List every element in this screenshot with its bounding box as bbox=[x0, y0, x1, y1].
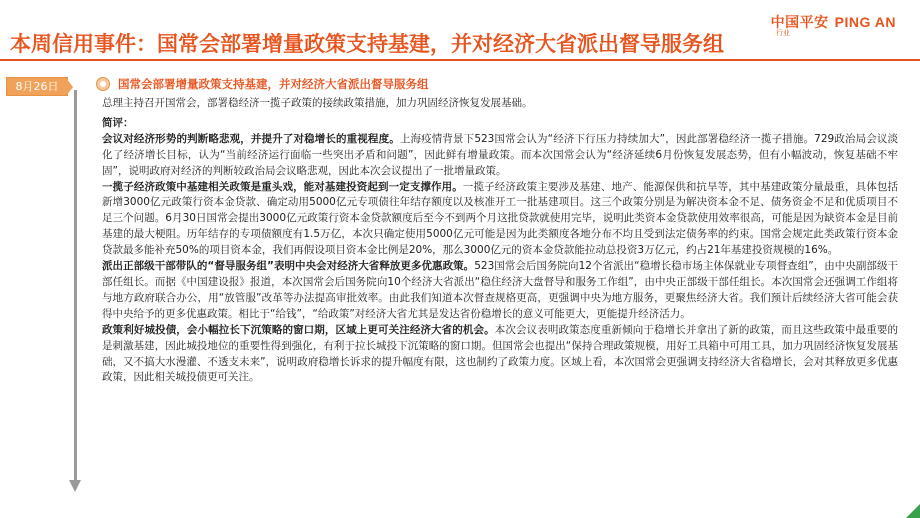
paragraph-body: 一揽子经济政策主要涉及基建、地产、能源保供和抗旱等，其中基建政策分量最重，具体包括新增3000亿元政策行资本金贷款、确定动用5000亿元专项债往年结存额度以及核准开工一批基建项目。这三个政策分别是为解决资本金不足、债务资金不足和优质项目不足三个问题。6月30日国常会提出3000亿元政策行资本金贷款额度后至今不到两个月这批贷款就使用完毕，说明此类资本金贷款使用效率很高，可能是因为缺资本金是目前基建的最大梗阻。历年结存的专项债额度有1.5万亿，本次只确定使用5000亿元可能是因为此类额度各地分布不均且受到法定债务率的约束。国常会规定此类政策行资本金贷款最多能补充50%的项目资本金，我们再假设项目资本金比例是20%，那么3000亿元的资本金贷款能拉动总投资3万亿元，约占21年基建投资规模的16%。 bbox=[102, 180, 898, 257]
timeline-line bbox=[74, 90, 77, 482]
comment-paragraph bbox=[102, 180, 898, 260]
paragraph-lead: 政策利好城投债，会小幅拉长下沉策略的窗口期，区域上更可关注经济大省的机会。 bbox=[102, 323, 495, 336]
date-tag: 8月26日 bbox=[6, 77, 68, 96]
page-title: 本周信用事件：国常会部署增量政策支持基建，并对经济大省派出督导服务组 bbox=[10, 31, 724, 56]
page-title-subscript: 行业 bbox=[776, 29, 790, 37]
date-tag-pointer-icon bbox=[66, 78, 73, 96]
event-content bbox=[102, 96, 898, 386]
event-summary: 总理主持召开国常会，部署稳经济一揽子政策的接续政策措施，加力巩固经济恢复发展基础。 bbox=[102, 97, 533, 109]
logo-en: PING AN bbox=[834, 14, 896, 30]
paragraph-body: 上海疫情背景下523国常会认为“经济下行压力持续加大”，因此部署稳经济一揽子措施。729政治局会议淡化了经济增长目标，认为“当前经济运行面临一些突出矛盾和问题”，因此鲜有增量政策。而本次国常会认为“经济延续6月份恢复发展态势，但有小幅波动，恢复基础不牢固”，说明政府对经济的判断较政治局会议略悲观，因此本次会议提出了一批增量政策。 bbox=[102, 132, 899, 177]
event-header bbox=[96, 75, 429, 93]
corner-decoration bbox=[906, 504, 920, 518]
comment-label: 简评： bbox=[102, 116, 134, 129]
logo-cn: 中国平安 bbox=[770, 14, 829, 30]
circle-bullet-icon bbox=[96, 77, 110, 91]
paragraph-lead: 一揽子经济政策中基建相关政策是重头戏，能对基建投资起到一定支撑作用。 bbox=[102, 180, 463, 193]
comment-paragraph bbox=[102, 323, 898, 387]
comment-paragraph bbox=[102, 259, 898, 323]
title-divider bbox=[0, 59, 920, 61]
comment-paragraph bbox=[102, 132, 898, 180]
paragraph-lead: 派出正部级干部带队的“督导服务组”表明中央会对经济大省释放更多优惠政策。 bbox=[102, 260, 475, 273]
timeline-arrow-icon bbox=[69, 480, 81, 492]
paragraph-lead: 会议对经济形势的判断略悲观，并提升了对稳增长的重视程度。 bbox=[102, 132, 400, 145]
event-title: 国常会部署增量政策支持基建，并对经济大省派出督导服务组 bbox=[118, 77, 429, 91]
paragraph-body: 523国常会后国务院向12个省派出“稳增长稳市场主体保就业专项督查组”，由中央副部级干部任组长。而据《中国建设报》报道，本次国常会后国务院向10个经济大省派出“稳住经济大盘督导和服务工作组”，由中央正部级干部任组长。本次国常会还强调工作组将与地方政府联合办公，用“放管服”改革等办法提高审批效率。由此我们知道本次督查规格更高，更强调中央为地方服务，更聚焦经济大省。我们预计后续经济大省可能会获得中央给予的更多优惠政策。相比于“给钱”，“给政策”对经济大省尤其是发达省份稳增长的意义可能更大，更能提升经济活力。 bbox=[102, 260, 898, 320]
paragraph-body: 本次会议表明政策态度重新倾向于稳增长并拿出了新的政策，而且这些政策中最重要的是刺激基建，因此城投地位的重要性得到强化，有利于拉长城投下沉策略的窗口期。但国常会也提出“保持合理政策规模，用好工具箱中可用工具，加力巩固经济恢复发展基础，又不搞大水漫灌、不透支未来”，说明政府稳增长诉求的提升幅度有限，这也制约了政策力度。区域上看，本次国常会更强调支持经济大省稳增长，会对其释放更多优惠政策，因此相关城投债更可关注。 bbox=[102, 323, 898, 384]
